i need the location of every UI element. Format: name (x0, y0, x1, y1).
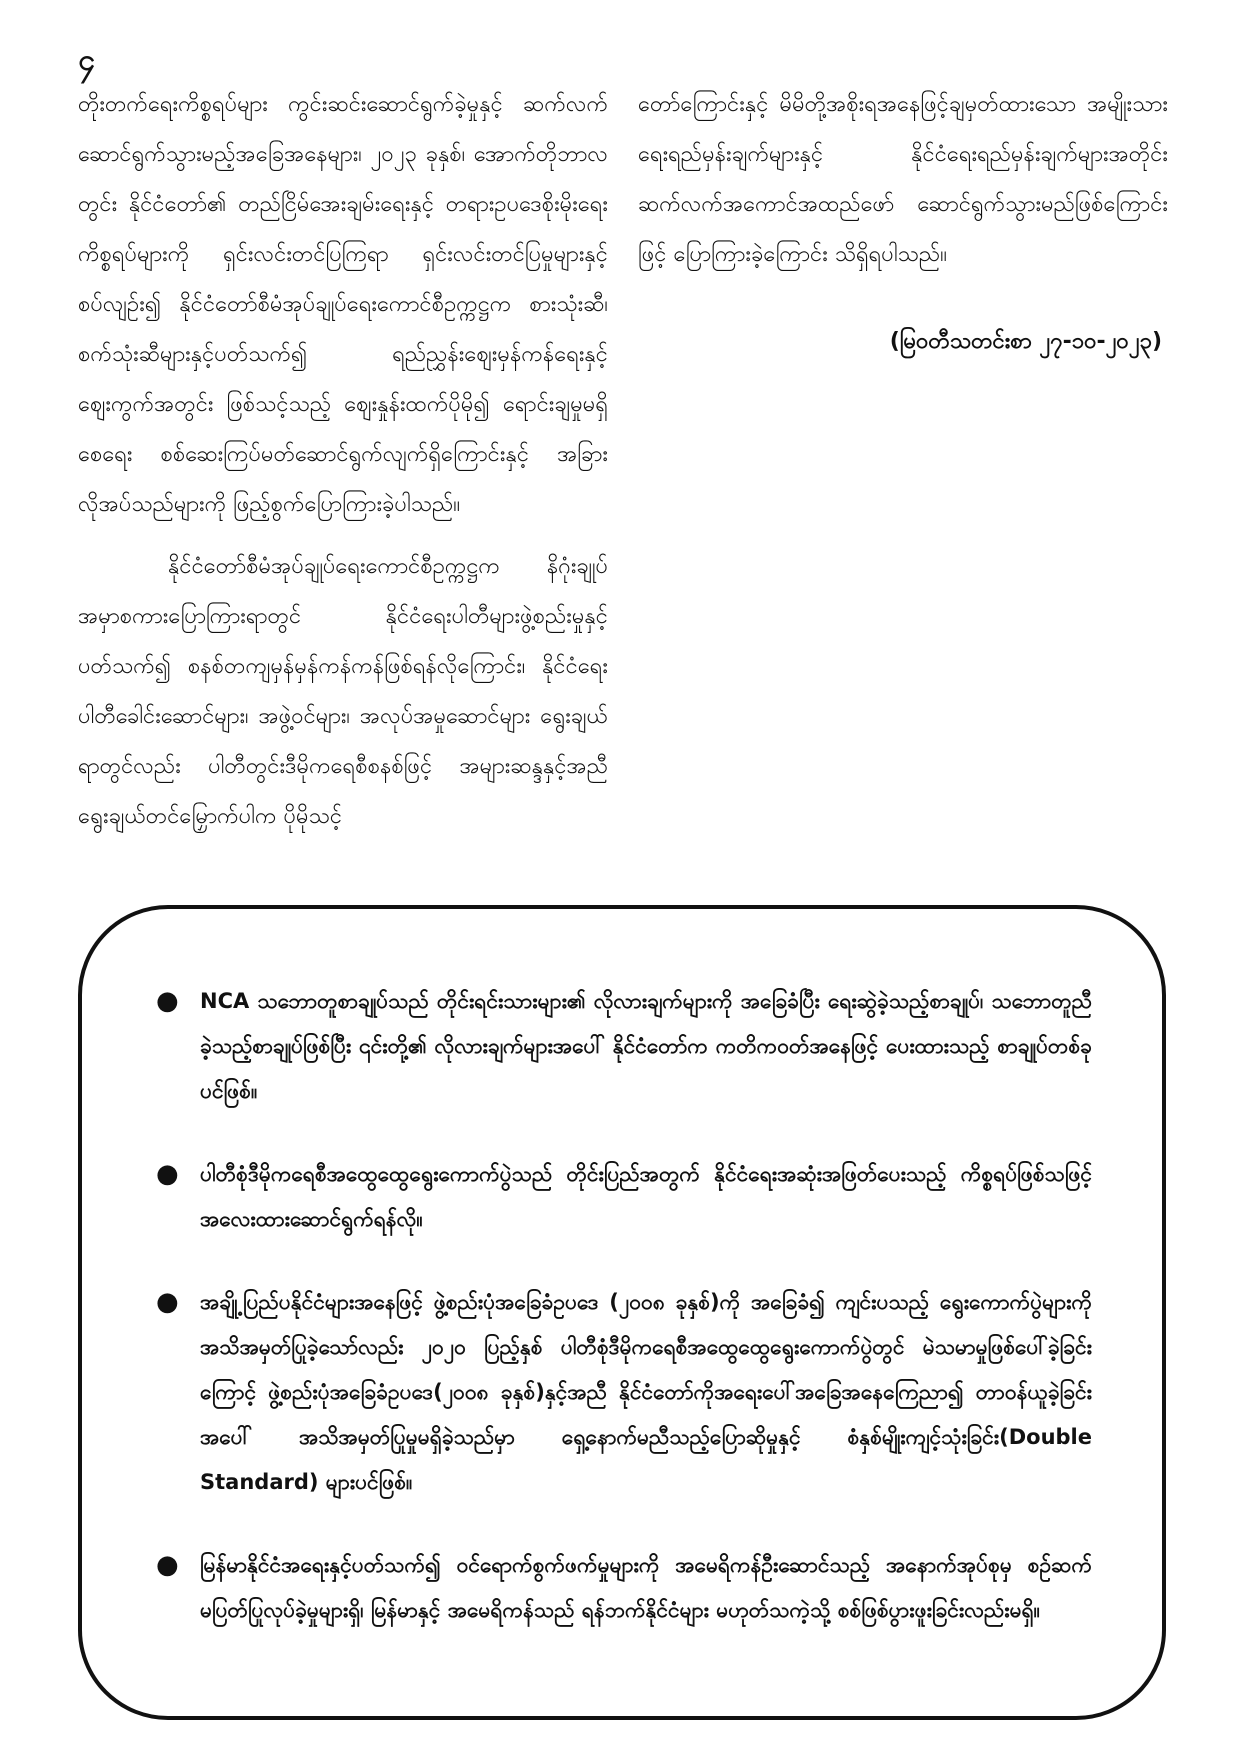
summary-item (156, 1543, 1092, 1633)
right-column (638, 80, 1168, 900)
page-number: ၄ (78, 43, 95, 78)
summary-item-text: မြန်မာနိုင်ငံအရေးနှင့်ပတ်သက်၍ ဝင်ရောက်စွက်ဖက်မှုများကို အမေရိကန်ဦးဆောင်သည့် အနောက်အုပ်စုမှ စဉ်ဆက်မပြတ်ပြုလုပ်ခဲ့မှုများရှိ၊ မြန်မာနှင့် အမေရိကန်သည် ရန်ဘက်နိုင်ငံများ မဟုတ်သကဲ့သို့ စစ်ဖြစ်ပွားဖူးခြင်းလည်းမရှိ။ (200, 1553, 1092, 1622)
summary-box (78, 905, 1166, 1720)
summary-list (156, 979, 1092, 1633)
article-paragraph: တိုးတက်ရေးကိစ္စရပ်များ ကွင်းဆင်းဆောင်ရွက်ခဲ့မှုနှင့် ဆက်လက်ဆောင်ရွက်သွားမည့်အခြေအနေများ၊ ၂၀၂၃ ခုနှစ်၊ အောက်တိုဘာလတွင်း နိုင်ငံတော်၏ တည်ငြိမ်အေးချမ်းရေးနှင့် တရားဥပဒေစိုးမိုးရေးကိစ္စရပ်များကို ရှင်းလင်းတင်ပြကြရာ ရှင်းလင်းတင်ပြမှုများနှင့်စပ်လျဉ်း၍ နိုင်ငံတော်စီမံအုပ်ချုပ်ရေးကောင်စီဥက္ကဋ္ဌက စားသုံးဆီ၊ စက်သုံးဆီများနှင့်ပတ်သက်၍ ရည်ညွှန်းဈေးမှန်ကန်ရေးနှင့် ဈေးကွက်အတွင်း ဖြစ်သင့်သည့် ဈေးနှုန်းထက်ပိုမို၍ ရောင်းချမှုမရှိစေရေး စစ်ဆေးကြပ်မတ်ဆောင်ရွက်လျက်ရှိကြောင်းနှင့် အခြားလိုအပ်သည်များကို ဖြည့်စွက်ပြောကြားခဲ့ပါသည်။ (78, 92, 608, 517)
bullet-icon: ● (156, 1550, 179, 1580)
bullet-icon: ● (156, 1159, 179, 1189)
bullet-icon: ● (156, 1287, 179, 1317)
summary-item-text: အချို့ပြည်ပနိုင်ငံများအနေဖြင့် ဖွဲ့စည်းပုံအခြေခံဥပဒေ (၂၀၀၈ ခုနှစ်)ကို အခြေခံ၍ ကျင်းပသည့် ရွေးကောက်ပွဲများကို အသိအမှတ်ပြုခဲ့သော်လည်း ၂၀၂၀ ပြည့်နှစ် ပါတီစုံဒီမိုကရေစီအထွေထွေရွေးကောက်ပွဲတွင် မဲသမာမှုဖြစ်ပေါ်ခဲ့ခြင်းကြောင့် ဖွဲ့စည်းပုံအခြေခံဥပဒေ(၂၀၀၈ ခုနှစ်)နှင့်အညီ နိုင်ငံတော်ကိုအရေးပေါ်အခြေအနေကြေညာ၍ တာဝန်ယူခဲ့ခြင်းအပေါ် အသိအမှတ်ပြုမှုမရှိခဲ့သည်မှာ ရှေ့နောက်မညီသည့်ပြောဆိုမှုနှင့် စံနှစ်မျိုးကျင့်သုံးခြင်း(Double Standard) များပင်ဖြစ်။ (200, 1290, 1092, 1494)
summary-item-text: ပါတီစုံဒီမိုကရေစီအထွေထွေရွေးကောက်ပွဲသည် တိုင်းပြည်အတွက် နိုင်ငံရေးအဆုံးအဖြတ်ပေးသည့် ကိစ္စရပ်ဖြစ်သဖြင့် အလေးထားဆောင်ရွက်ရန်လို။ (200, 1162, 1092, 1231)
left-column (78, 80, 608, 900)
source-citation: (မြဝတီသတင်းစာ ၂၇-၁၀-၂၀၂၃) (889, 329, 1162, 354)
article-columns (78, 80, 1168, 900)
summary-item (156, 1152, 1092, 1242)
summary-item (156, 979, 1092, 1114)
summary-item (156, 1280, 1092, 1505)
summary-item-text: NCA သဘောတူစာချုပ်သည် တိုင်းရင်းသားများ၏ လိုလားချက်များကို အခြေခံပြီး ရေးဆွဲခဲ့သည့်စာချုပ်၊ သဘောတူညီခဲ့သည့်စာချုပ်ဖြစ်ပြီး ၎င်းတို့၏ လိုလားချက်များအပေါ် နိုင်ငံတော်က ကတိကဝတ်အနေဖြင့် ပေးထားသည့် စာချုပ်တစ်ခုပင်ဖြစ်။ (200, 989, 1092, 1103)
bullet-icon: ● (156, 986, 179, 1016)
article-paragraph: တော်ကြောင်းနှင့် မိမိတို့အစိုးရအနေဖြင့်ချမှတ်ထားသော အမျိုးသားရေးရည်မှန်းချက်များနှင့် နိုင်ငံရေးရည်မှန်းချက်များအတိုင်း ဆက်လက်အကောင်အထည်ဖော် ဆောင်ရွက်သွားမည်ဖြစ်ကြောင်းဖြင့် ပြောကြားခဲ့ကြောင်း သိရှိရပါသည်။ (638, 92, 1168, 267)
article-paragraph: နိုင်ငံတော်စီမံအုပ်ချုပ်ရေးကောင်စီဥက္ကဋ္ဌက နိဂုံးချုပ်အမှာစကားပြောကြားရာတွင် နိုင်ငံရေးပါတီများဖွဲ့စည်းမှုနှင့်ပတ်သက်၍ စနစ်တကျမှန်မှန်ကန်ကန်ဖြစ်ရန်လိုကြောင်း၊ နိုင်ငံရေးပါတီခေါင်းဆောင်များ၊ အဖွဲ့ဝင်များ၊ အလုပ်အမှုဆောင်များ ရွေးချယ်ရာတွင်လည်း ပါတီတွင်းဒီမိုကရေစီစနစ်ဖြင့် အများဆန္ဒနှင့်အညီ ရွေးချယ်တင်မြှောက်ပါက ပိုမိုသင့် (78, 554, 608, 829)
